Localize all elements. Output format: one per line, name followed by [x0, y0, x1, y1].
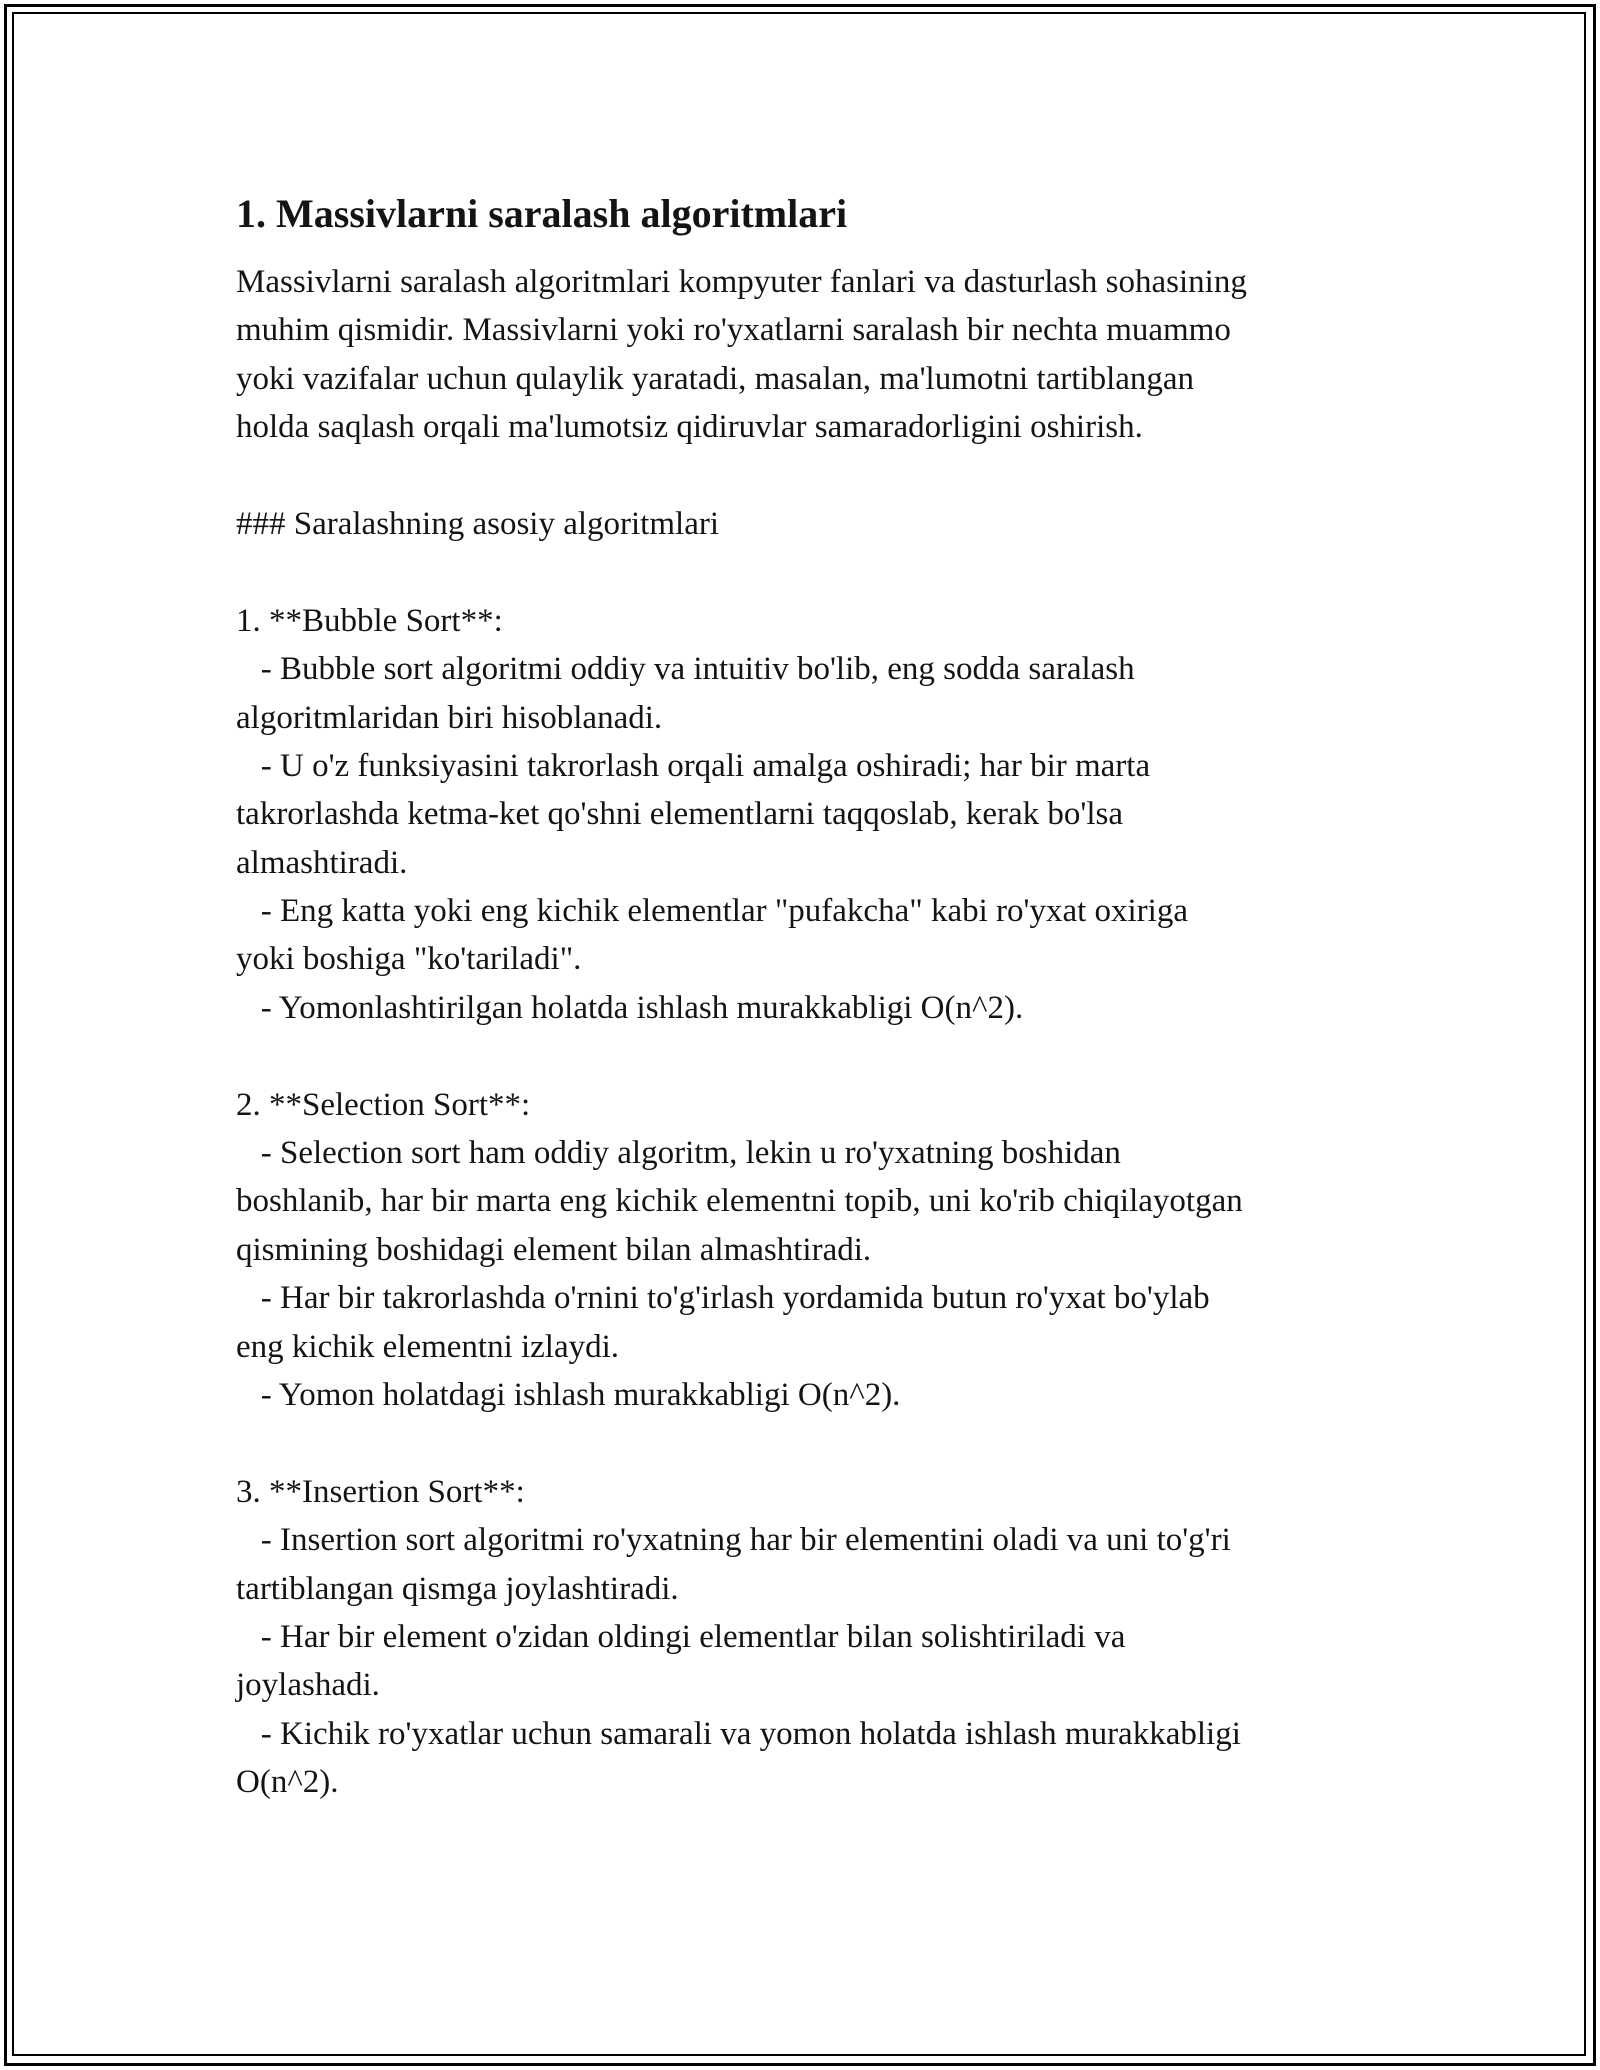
text-line: - Har bir takrorlashda o'rnini to'g'irlash yordamida butun ro'yxat bo'ylab — [236, 1280, 1210, 1317]
text-line: - Selection sort ham oddiy algoritm, lekin u ro'yxatning boshidan — [236, 1135, 1121, 1172]
text-line: yoki boshiga "ko'tariladi". — [236, 941, 582, 978]
list-item-heading: 1. **Bubble Sort**: — [236, 602, 503, 639]
text-line: - Insertion sort algoritmi ro'yxatning har bir elementini oladi va uni to'g'ri — [236, 1522, 1231, 1559]
text-line: holda saqlash orqali ma'lumotsiz qidiruvlar samaradorligini oshirish. — [236, 409, 1143, 446]
text-line: - Eng katta yoki eng kichik elementlar "pufakcha" kabi ro'yxat oxiriga — [236, 893, 1188, 930]
blank-line — [236, 1032, 1396, 1080]
text-line: joylashadi. — [236, 1667, 380, 1704]
text-line: O(n^2). — [236, 1764, 339, 1801]
text-line: qismining boshidagi element bilan almashtiradi. — [236, 1231, 872, 1268]
text-line: almashtiradi. — [236, 844, 408, 881]
text-line: algoritmlaridan biri hisoblanadi. — [236, 699, 663, 736]
text-line: boshlanib, har bir marta eng kichik elementni topib, uni ko'rib chiqilayotgan — [236, 1183, 1243, 1220]
document-body — [236, 190, 1396, 1807]
text-line: - Har bir element o'zidan oldingi elementlar bilan solishtiriladi va — [236, 1618, 1126, 1655]
list-item-heading: 2. **Selection Sort**: — [236, 1086, 531, 1123]
text-line: - Kichik ro'yxatlar uchun samarali va yomon holatda ishlash murakkabligi — [236, 1715, 1241, 1752]
list-item-heading: 3. **Insertion Sort**: — [236, 1473, 525, 1510]
document-text — [236, 258, 1396, 1807]
text-line: - Yomonlashtirilgan holatda ishlash murakkabligi O(n^2). — [236, 989, 1024, 1026]
blank-line — [236, 452, 1396, 500]
text-line: - Bubble sort algoritmi oddiy va intuitiv bo'lib, eng sodda saralash — [236, 651, 1135, 688]
blank-line — [236, 548, 1396, 596]
document-title: 1. Massivlarni saralash algoritmlari — [236, 191, 848, 236]
section-heading: ### Saralashning asosiy algoritmlari — [236, 505, 719, 542]
text-line: takrorlashda ketma-ket qo'shni elementlarni taqqoslab, kerak bo'lsa — [236, 796, 1124, 833]
text-line: yoki vazifalar uchun qulaylik yaratadi, masalan, ma'lumotni tartiblangan — [236, 360, 1195, 397]
blank-line — [236, 1419, 1396, 1467]
text-line: muhim qismidir. Massivlarni yoki ro'yxatlarni saralash bir nechta muammo — [236, 312, 1231, 349]
text-line: tartiblangan qismga joylashtiradi. — [236, 1570, 679, 1607]
text-line: - Yomon holatdagi ishlash murakkabligi O(n^2). — [236, 1376, 901, 1413]
text-line: - U o'z funksiyasini takrorlash orqali amalga oshiradi; har bir marta — [236, 747, 1151, 784]
text-line: Massivlarni saralash algoritmlari kompyuter fanlari va dasturlash sohasining — [236, 264, 1247, 300]
text-line: eng kichik elementni izlaydi. — [236, 1328, 620, 1365]
